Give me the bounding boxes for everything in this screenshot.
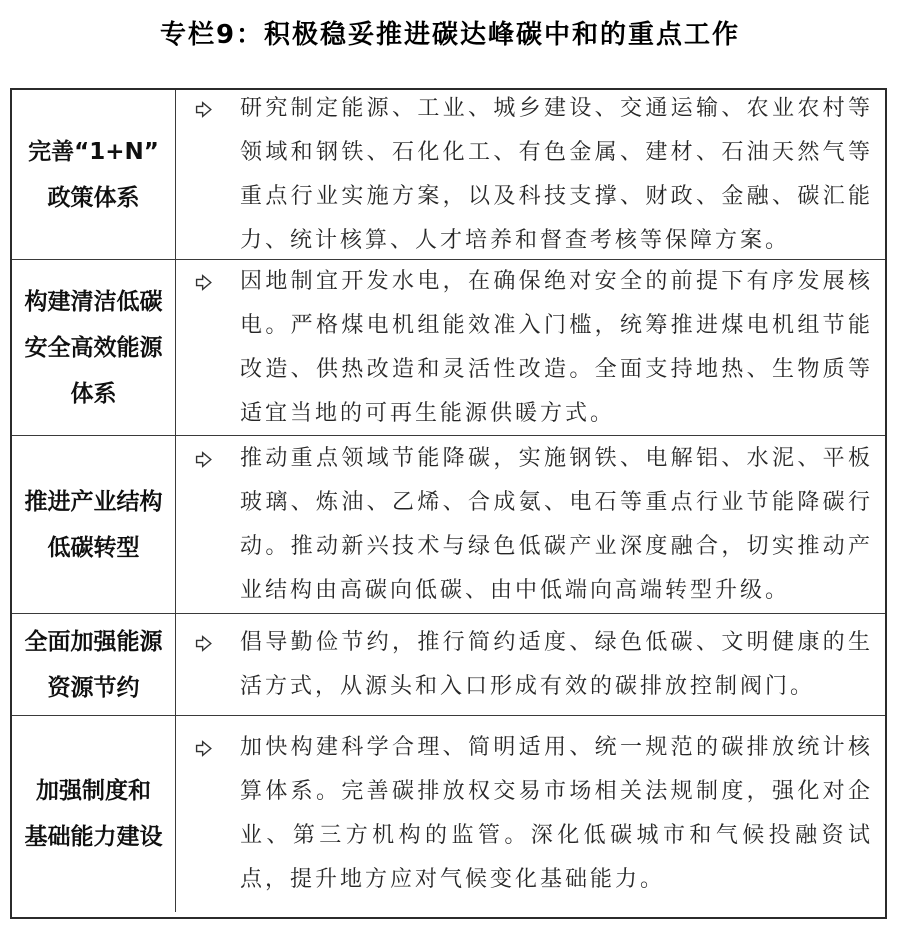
row-content xyxy=(176,436,885,613)
row-label-line: 安全高效能源 xyxy=(24,334,163,361)
row-content-text: 推动重点领域节能降碳，实施钢铁、电解铝、水泥、平板玻璃、炼油、乙烯、合成氨、电石等重点行业节能降碳行动。推动新兴技术与绿色低碳产业深度融合，切实推动产业结构由高碳向低碳、由中低端向高端转型升级。 xyxy=(240,445,873,603)
page-title: 专栏9：积极稳妥推进碳达峰碳中和的重点工作 xyxy=(159,20,741,50)
row-label-line: 资源节约 xyxy=(47,674,140,701)
table-row xyxy=(12,435,885,613)
row-label-line: 完善“1+N” xyxy=(28,138,159,165)
row-content xyxy=(176,614,885,715)
row-content-text: 研究制定能源、工业、城乡建设、交通运输、农业农村等领域和钢铁、石化化工、有色金属、建材、石油天然气等重点行业实施方案，以及科技支撑、财政、金融、碳汇能力、统计核算、人才培养和督查考核等保障方案。 xyxy=(240,95,873,253)
arrow-bullet-icon xyxy=(194,738,213,759)
row-label-line: 构建清洁低碳 xyxy=(24,288,163,315)
row-label-line: 基础能力建设 xyxy=(24,824,163,850)
row-label xyxy=(12,614,176,715)
row-label xyxy=(12,716,176,912)
row-label-line: 加强制度和 xyxy=(36,778,151,804)
row-content-text: 倡导勤俭节约，推行简约适度、绿色低碳、文明健康的生活方式，从源头和入口形成有效的碳排放控制阀门。 xyxy=(240,629,873,699)
key-work-table xyxy=(10,88,887,919)
row-label-line: 政策体系 xyxy=(47,184,140,211)
table-row xyxy=(12,259,885,435)
row-label xyxy=(12,90,176,259)
row-label-line: 体系 xyxy=(70,380,117,407)
row-content xyxy=(176,260,885,435)
row-content xyxy=(176,716,885,912)
row-label xyxy=(12,436,176,613)
row-content-text: 因地制宜开发水电，在确保绝对安全的前提下有序发展核电。严格煤电机组能效准入门槛，统筹推进煤电机组节能改造、供热改造和灵活性改造。全面支持地热、生物质等适宜当地的可再生能源供暖方式。 xyxy=(240,268,873,426)
arrow-bullet-icon xyxy=(194,633,213,654)
row-label-line: 低碳转型 xyxy=(47,534,140,561)
row-label xyxy=(12,260,176,435)
row-label-line: 全面加强能源 xyxy=(24,628,163,655)
arrow-bullet-icon xyxy=(194,449,213,470)
table-row xyxy=(12,715,885,912)
table-row xyxy=(12,613,885,715)
row-content xyxy=(176,90,885,259)
row-label-line: 推进产业结构 xyxy=(24,488,163,515)
table-row xyxy=(12,90,885,259)
arrow-bullet-icon xyxy=(194,99,213,120)
row-content-text: 加快构建科学合理、简明适用、统一规范的碳排放统计核算体系。完善碳排放权交易市场相关法规制度，强化对企业、第三方机构的监管。深化低碳城市和气候投融资试点，提升地方应对气候变化基础能力。 xyxy=(240,735,873,892)
arrow-bullet-icon xyxy=(194,272,213,293)
